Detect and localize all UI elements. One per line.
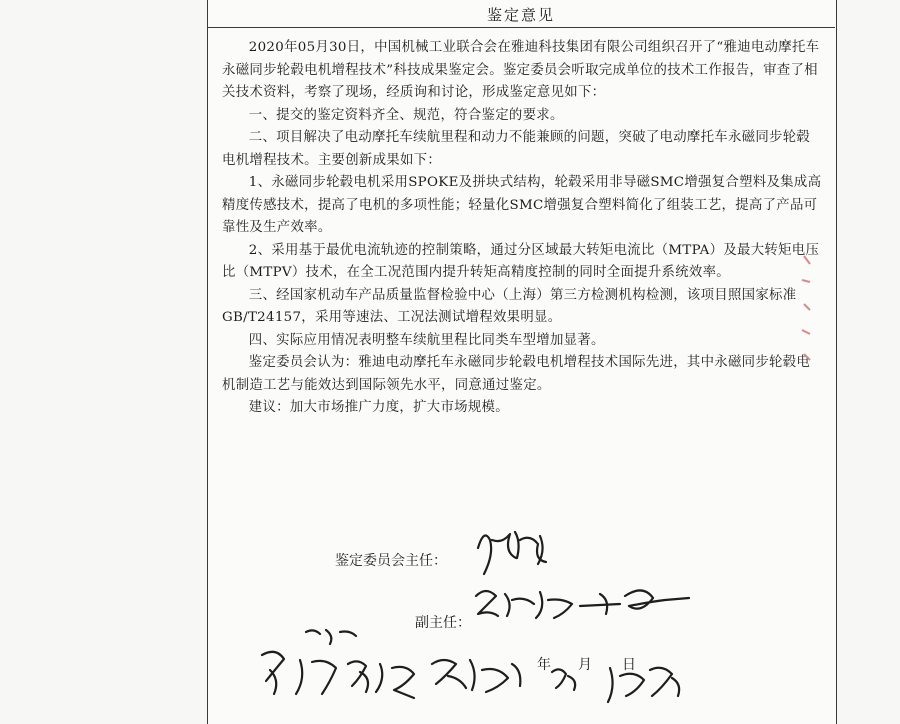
paragraph-item-1: 一、提交的鉴定资料齐全、规范，符合鉴定的要求。 (248, 107, 564, 123)
stamp-fragment-mark (800, 250, 814, 373)
red-stamp-fragment (800, 250, 814, 370)
paragraph-intro: 2020年05月30日，中国机械工业联合会在雅迪科技集团有限公司组织召开了“雅迪电动摩托车永磁同步轮毂电机增程技术”科技成果鉴定会。鉴定委员会听取完成单位的技术工作报告，审查了相关技术资料，考察了现场，经质询和讨论，形成鉴定意见如下： (222, 40, 820, 100)
paragraph-suggestion: 建议：加大市场推广力度，扩大市场规模。 (248, 400, 509, 415)
paragraph-innovation-2: 2、采用基于最优电流轨迹的控制策略，通过分区域最大转矩电流比（MTPA）及最大转矩电压比（MTPV）技术，在全工况范围内提升转矩高精度控制的同时全面提升系统效率。 (222, 242, 820, 280)
vice-chair-label: 副主任： (415, 615, 471, 631)
paragraph-innovation-1: 1、永磁同步轮毂电机采用SPOKE及拼块式结构，轮毂采用非导磁SMC增强复合塑料及集成高精度传感技术，提高了电机的多项性能；轻量化SMC增强复合塑料简化了组装工艺，提高了产品可靠性及生产效率。 (222, 175, 822, 235)
chair-label: 鉴定委员会主任： (335, 553, 447, 569)
section-title: 鉴定意见 (486, 6, 555, 24)
paragraph-item-3: 三、经国家机动车产品质量监督检验中心（上海）第三方检测机构检测，该项目照国家标准GB/T24157，采用等速法、工况法测试增程效果明显。 (222, 287, 797, 325)
date-month-label: 月 (578, 657, 592, 673)
date-year-label: 年 (537, 657, 551, 673)
paragraph-conclusion: 鉴定委员会认为：雅迪电动摩托车永磁同步轮毂电机增程技术国际先进，其中永磁同步轮毂电机制造工艺与能效达到国际领先水平，同意通过鉴定。 (222, 355, 811, 393)
paragraph-item-4: 四、实际应用情况表明整车续航里程比同类车型增加显著。 (248, 332, 605, 348)
paragraph-item-2: 二、项目解决了电动摩托车续航里程和动力不能兼顾的问题，突破了电动摩托车永磁同步轮毂电机增程技术。主要创新成果如下： (222, 130, 811, 168)
date-day-label: 日 (622, 657, 636, 673)
